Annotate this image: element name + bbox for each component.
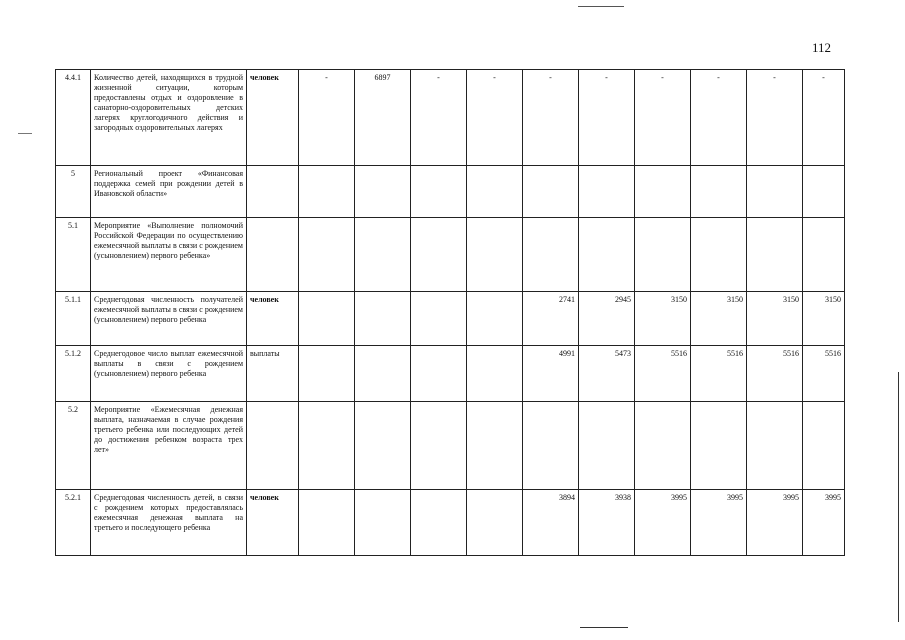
indicator-description: Среднегодовая численность получателей ежемесячной выплаты в связи с рождением (усыновлением) первого ребенка — [91, 292, 247, 346]
value-cell — [299, 490, 355, 556]
value-cell: 2741 — [523, 292, 579, 346]
value-cell: 3150 — [635, 292, 691, 346]
value-cell: - — [747, 70, 803, 166]
table-row — [56, 402, 845, 490]
value-cell — [803, 166, 845, 218]
value-cell: 3894 — [523, 490, 579, 556]
value-cell — [803, 218, 845, 292]
unit-cell: человек — [247, 292, 299, 346]
value-cell — [523, 218, 579, 292]
value-cell — [299, 218, 355, 292]
row-number: 5 — [56, 166, 91, 218]
value-cell — [355, 346, 411, 402]
value-cell — [355, 402, 411, 490]
value-cell — [411, 490, 467, 556]
value-cell — [411, 292, 467, 346]
value-cell — [579, 218, 635, 292]
value-cell: - — [691, 70, 747, 166]
row-number: 4.4.1 — [56, 70, 91, 166]
row-number: 5.1 — [56, 218, 91, 292]
unit-cell: выплаты — [247, 346, 299, 402]
value-cell — [355, 166, 411, 218]
value-cell — [467, 218, 523, 292]
value-cell — [747, 218, 803, 292]
value-cell — [523, 166, 579, 218]
value-cell — [467, 490, 523, 556]
indicator-description: Региональный проект «Финансовая поддержка семей при рождении детей в Ивановской области» — [91, 166, 247, 218]
value-cell — [411, 218, 467, 292]
indicator-description: Количество детей, находящихся в трудной жизненной ситуации, которым предоставлены отдых и оздоровление в санаторно-оздоровительных детских лагерях круглогодичного действия и загородных оздоровительных лагерях — [91, 70, 247, 166]
value-cell: 5516 — [747, 346, 803, 402]
table-row — [56, 70, 845, 166]
unit-cell — [247, 402, 299, 490]
value-cell — [691, 218, 747, 292]
value-cell: 5473 — [579, 346, 635, 402]
table-row — [56, 292, 845, 346]
unit-cell: человек — [247, 490, 299, 556]
value-cell — [411, 402, 467, 490]
scan-mark — [898, 372, 899, 622]
value-cell: 5516 — [691, 346, 747, 402]
value-cell — [635, 166, 691, 218]
value-cell: - — [467, 70, 523, 166]
value-cell: 5516 — [803, 346, 845, 402]
indicator-table — [55, 69, 845, 556]
value-cell: 2945 — [579, 292, 635, 346]
value-cell — [635, 218, 691, 292]
value-cell — [579, 166, 635, 218]
value-cell — [579, 402, 635, 490]
value-cell — [635, 402, 691, 490]
table-row — [56, 490, 845, 556]
value-cell: 3150 — [747, 292, 803, 346]
table-row — [56, 218, 845, 292]
value-cell: 3995 — [635, 490, 691, 556]
value-cell: 4991 — [523, 346, 579, 402]
scan-mark — [578, 6, 624, 7]
value-cell — [691, 166, 747, 218]
value-cell — [355, 490, 411, 556]
value-cell: 5516 — [635, 346, 691, 402]
value-cell — [355, 218, 411, 292]
value-cell: 3150 — [691, 292, 747, 346]
value-cell: - — [523, 70, 579, 166]
value-cell: - — [635, 70, 691, 166]
value-cell — [467, 346, 523, 402]
value-cell — [411, 346, 467, 402]
row-number: 5.2.1 — [56, 490, 91, 556]
value-cell: 3995 — [803, 490, 845, 556]
indicator-description: Мероприятие «Выполнение полномочий Российской Федерации по осуществлению ежемесячной выплаты в связи с рождением (усыновлением) первого ребенка» — [91, 218, 247, 292]
value-cell — [523, 402, 579, 490]
table-row — [56, 346, 845, 402]
value-cell: 6897 — [355, 70, 411, 166]
row-number: 5.1.1 — [56, 292, 91, 346]
value-cell — [411, 166, 467, 218]
indicator-description: Мероприятие «Ежемесячная денежная выплата, назначаемая в случае рождения третьего ребенка или последующих детей до достижения ребенком возраста трех лет» — [91, 402, 247, 490]
value-cell: 3150 — [803, 292, 845, 346]
page-number: 112 — [812, 40, 832, 55]
table-row — [56, 166, 845, 218]
indicator-description: Среднегодовая численность детей, в связи с рождением которых предоставлялась ежемесячная денежная выплата на третьего и последующего ребенка — [91, 490, 247, 556]
value-cell — [747, 166, 803, 218]
row-number: 5.2 — [56, 402, 91, 490]
unit-cell: человек — [247, 70, 299, 166]
value-cell — [467, 402, 523, 490]
row-number: 5.1.2 — [56, 346, 91, 402]
value-cell: - — [411, 70, 467, 166]
indicator-description: Среднегодовое число выплат ежемесячной выплаты в связи с рождением (усыновлением) первого ребенка — [91, 346, 247, 402]
value-cell: - — [803, 70, 845, 166]
value-cell — [299, 346, 355, 402]
value-cell: - — [579, 70, 635, 166]
value-cell — [467, 292, 523, 346]
value-cell — [299, 402, 355, 490]
scan-mark — [580, 627, 628, 628]
value-cell — [299, 166, 355, 218]
value-cell — [803, 402, 845, 490]
value-cell: - — [299, 70, 355, 166]
value-cell: 3938 — [579, 490, 635, 556]
value-cell — [747, 402, 803, 490]
value-cell — [467, 166, 523, 218]
unit-cell — [247, 218, 299, 292]
unit-cell — [247, 166, 299, 218]
value-cell: 3995 — [691, 490, 747, 556]
value-cell — [691, 402, 747, 490]
value-cell — [355, 292, 411, 346]
scan-mark — [18, 133, 32, 134]
value-cell: 3995 — [747, 490, 803, 556]
value-cell — [299, 292, 355, 346]
